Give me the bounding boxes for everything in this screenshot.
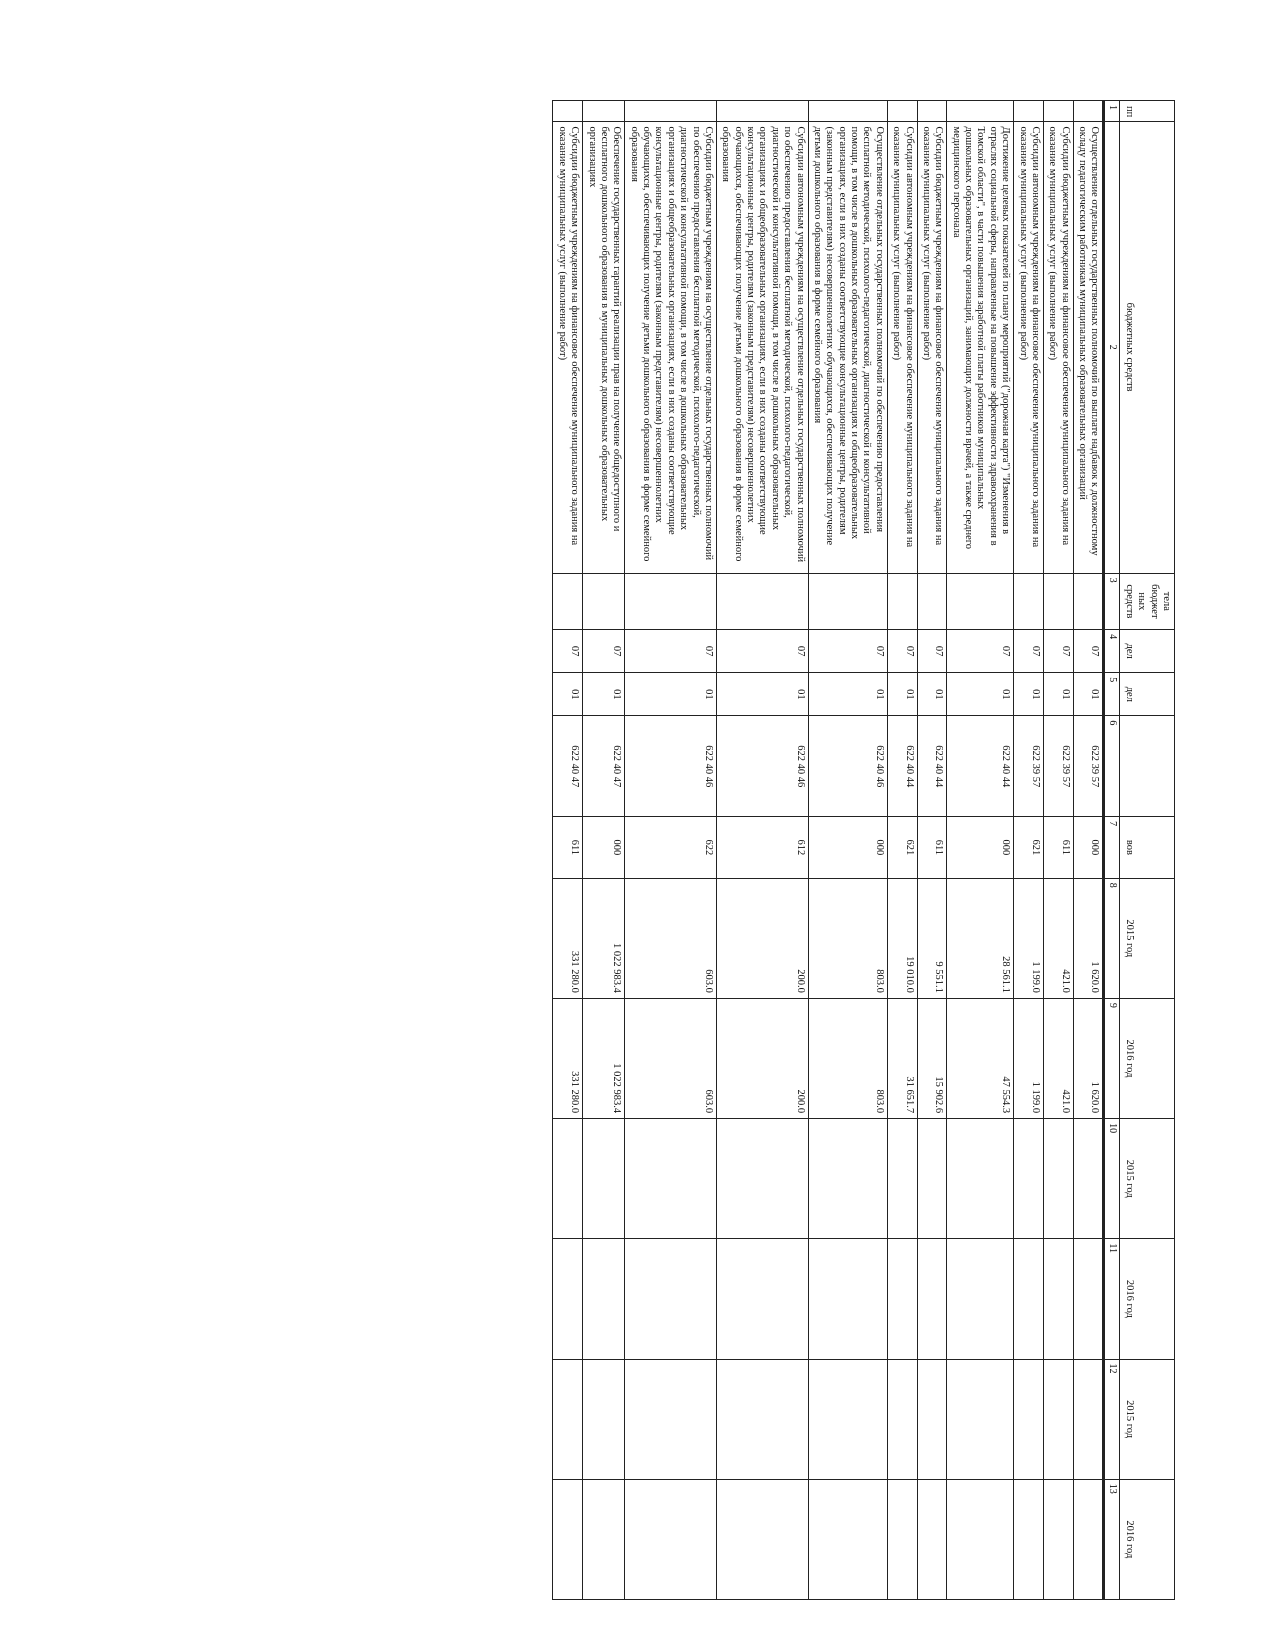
row-subsection: 01 — [887, 673, 917, 716]
row-expense-type: 622 — [625, 817, 717, 879]
column-number: 1 — [1104, 101, 1120, 122]
header-2016-c: 2016 год — [1120, 1479, 1175, 1599]
row-expense-type: 000 — [1073, 817, 1104, 879]
row-amount-2015: 421.0 — [1044, 878, 1074, 998]
table-row — [583, 101, 625, 1600]
row-section: 07 — [1014, 630, 1044, 673]
table-row — [808, 101, 887, 1600]
row-subsection: 01 — [917, 673, 947, 716]
row-subsection: 01 — [947, 673, 1014, 716]
row-amount-2016: 803.0 — [808, 998, 887, 1118]
table-row — [1044, 101, 1074, 1600]
header-2016-a: 2016 год — [1120, 998, 1175, 1118]
row-amount-2016: 31 651.7 — [887, 998, 917, 1118]
column-number: 5 — [1104, 673, 1120, 716]
row-name: Осуществление отдельных государственных полномочий по обеспечению предоставления бесплатной методической, психолого-педагогической, диагностической и консультативной помощи, в том числе в дошкольных образовательных организациях и общеобразовательных организациях, если в них созданы соответствующие консультационные центры, родителям (законным представителям) несовершеннолетних обучающихся, обеспечивающих получение детьми дошкольного образования в форме семейного образования — [808, 121, 887, 573]
row-target-article: 622 39 57 — [1073, 716, 1104, 817]
row-target-article: 622 40 47 — [583, 716, 625, 817]
row-target-article: 622 40 46 — [717, 716, 809, 817]
row-section: 07 — [887, 630, 917, 673]
row-target-article: 622 40 44 — [917, 716, 947, 817]
row-expense-type: 000 — [947, 817, 1014, 879]
row-subsection: 01 — [808, 673, 887, 716]
rotated-page — [5, 100, 1175, 1600]
column-number: 8 — [1104, 878, 1120, 998]
row-section: 07 — [583, 630, 625, 673]
row-amount-2015: 9 551.1 — [917, 878, 947, 998]
row-subsection: 01 — [625, 673, 717, 716]
table-row — [1073, 101, 1104, 1600]
row-amount-2015: 1 620.0 — [1073, 878, 1104, 998]
row-amount-2016: 15 902.6 — [917, 998, 947, 1118]
row-section: 07 — [717, 630, 809, 673]
column-number: 11 — [1104, 1239, 1120, 1359]
row-expense-type: 621 — [1014, 817, 1044, 879]
column-number-row — [1104, 101, 1120, 1600]
row-name: Субсидии бюджетным учреждениям на финансовое обеспечение муниципального задания на оказание муниципальных услуг (выполнение работ) — [1044, 121, 1074, 573]
row-subsection: 01 — [1044, 673, 1074, 716]
column-number: 10 — [1104, 1119, 1120, 1239]
row-subsection: 01 — [1073, 673, 1104, 716]
row-amount-2015: 200.0 — [717, 878, 809, 998]
row-expense-type: 000 — [583, 817, 625, 879]
table-row — [1014, 101, 1044, 1600]
row-amount-2015: 1 022 983.4 — [583, 878, 625, 998]
row-section: 07 — [947, 630, 1014, 673]
row-amount-2016: 331 280.0 — [553, 998, 583, 1118]
column-number: 13 — [1104, 1479, 1120, 1599]
column-number: 12 — [1104, 1359, 1120, 1479]
row-subsection: 01 — [717, 673, 809, 716]
row-name: Субсидии бюджетным учреждениям на финансовое обеспечение муниципального задания на оказание муниципальных услуг (выполнение работ) — [553, 121, 583, 573]
row-section: 07 — [808, 630, 887, 673]
column-number: 6 — [1104, 716, 1120, 817]
row-expense-type: 000 — [808, 817, 887, 879]
row-amount-2016: 603.0 — [625, 998, 717, 1118]
row-expense-type: 611 — [553, 817, 583, 879]
header-source: тела бюджет ных средств — [1120, 573, 1175, 630]
header-subsection: дел — [1120, 673, 1175, 716]
header-target-article — [1120, 716, 1175, 817]
row-name: Осуществление отдельных государственных полномочий по выплате надбавок к должностному окладу педагогическим работникам муниципальных образовательных организаций — [1073, 121, 1104, 573]
row-subsection: 01 — [553, 673, 583, 716]
row-section: 07 — [1044, 630, 1074, 673]
row-expense-type: 621 — [887, 817, 917, 879]
row-expense-type: 611 — [917, 817, 947, 879]
header-pp: пп — [1120, 101, 1175, 122]
row-amount-2015: 603.0 — [625, 878, 717, 998]
row-target-article: 622 39 57 — [1044, 716, 1074, 817]
header-section: дел — [1120, 630, 1175, 673]
row-target-article: 622 40 44 — [887, 716, 917, 817]
row-amount-2015: 28 561.1 — [947, 878, 1014, 998]
row-amount-2016: 1 199.0 — [1014, 998, 1044, 1118]
row-section: 07 — [917, 630, 947, 673]
row-name: Субсидии автономным учреждениям на финансовое обеспечение муниципального задания на оказание муниципальных услуг (выполнение работ) — [887, 121, 917, 573]
header-2015-c: 2015 год — [1120, 1359, 1175, 1479]
row-expense-type: 612 — [717, 817, 809, 879]
table-row — [947, 101, 1014, 1600]
table-row — [917, 101, 947, 1600]
column-number: 7 — [1104, 817, 1120, 879]
row-name: Субсидии автономным учреждениям на финансовое обеспечение муниципального задания на оказание муниципальных услуг (выполнение работ) — [1014, 121, 1044, 573]
header-2015-a: 2015 год — [1120, 878, 1175, 998]
row-name: Обеспечение государственных гарантий реализации прав на получение общедоступного и бесплатного дошкольного образования в муниципальных дошкольных образовательных организациях — [583, 121, 625, 573]
row-amount-2015: 803.0 — [808, 878, 887, 998]
row-amount-2016: 1 620.0 — [1073, 998, 1104, 1118]
row-amount-2015: 1 199.0 — [1014, 878, 1044, 998]
row-target-article: 622 39 57 — [1014, 716, 1044, 817]
row-name: Субсидии бюджетным учреждениям на осуществление отдельных государственных полномочий по обеспечению предоставления бесплатной методической, психолого-педагогической, диагностической и консультативной помощи, в том числе в дошкольных образовательных организациях и общеобразовательных организациях, если в них созданы соответствующие консультационные центры, родителям (законным представителям) несовершеннолетних обучающихся, обеспечивающих получение детьми дошкольного образования в форме семейного образования — [625, 121, 717, 573]
row-name: Субсидии бюджетным учреждениям на финансовое обеспечение муниципального задания на оказание муниципальных услуг (выполнение работ) — [917, 121, 947, 573]
table-row — [553, 101, 583, 1600]
table-row — [717, 101, 809, 1600]
header-2015-b: 2015 год — [1120, 1119, 1175, 1239]
row-amount-2016: 200.0 — [717, 998, 809, 1118]
row-expense-type: 611 — [1044, 817, 1074, 879]
header-2016-b: 2016 год — [1120, 1239, 1175, 1359]
row-target-article: 622 40 46 — [808, 716, 887, 817]
row-section: 07 — [1073, 630, 1104, 673]
row-amount-2015: 19 010.0 — [887, 878, 917, 998]
row-section: 07 — [553, 630, 583, 673]
row-amount-2015: 331 280.0 — [553, 878, 583, 998]
table-row — [887, 101, 917, 1600]
row-name: Субсидии автономным учреждениям на осуществление отдельных государственных полномочий по обеспечению предоставления бесплатной методической, психолого-педагогической, диагностической и консультативной помощи, в том числе в дошкольных образовательных организациях и общеобразовательных организациях, если в них созданы соответствующие консультационные центры, родителям (законным представителям) несовершеннолетних обучающихся, обеспечивающих получение детьми дошкольного образования в форме семейного образования — [717, 121, 809, 573]
column-number: 9 — [1104, 998, 1120, 1118]
header-expense-type: вов — [1120, 817, 1175, 879]
column-number: 3 — [1104, 573, 1120, 630]
row-subsection: 01 — [583, 673, 625, 716]
column-number: 2 — [1104, 121, 1120, 573]
row-name: Достижение целевых показателей по плану мероприятий ("дорожная карта") "Изменения в отраслях социальной сферы, направленные на повышение эффективности здравоохранения в Томской области", в части повышения заработной платы работников муниципальных дошкольных образовательных организаций, занимающих должности врачей, а также среднего медицинского персонала — [947, 121, 1014, 573]
budget-table — [553, 100, 1176, 1600]
header-name: бюджетных средств — [1120, 121, 1175, 573]
header-row — [1120, 101, 1175, 1600]
row-target-article: 622 40 47 — [553, 716, 583, 817]
row-amount-2016: 47 554.3 — [947, 998, 1014, 1118]
row-section: 07 — [625, 630, 717, 673]
table-row — [625, 101, 717, 1600]
row-subsection: 01 — [1014, 673, 1044, 716]
row-target-article: 622 40 44 — [947, 716, 1014, 817]
row-amount-2016: 421.0 — [1044, 998, 1074, 1118]
row-target-article: 622 40 46 — [625, 716, 717, 817]
row-amount-2016: 1 022 983.4 — [583, 998, 625, 1118]
column-number: 4 — [1104, 630, 1120, 673]
